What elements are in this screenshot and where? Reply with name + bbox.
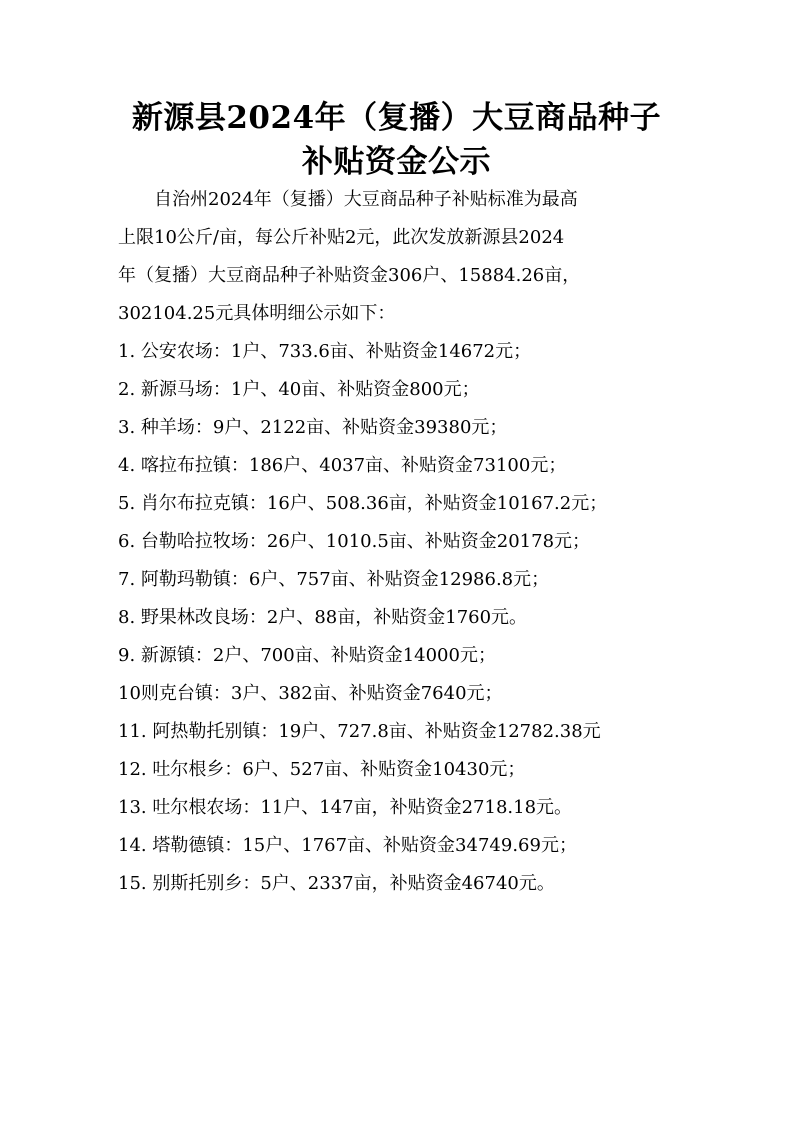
list-item: 14. 塔勒德镇：15户、1767亩、补贴资金34749.69元； — [118, 835, 577, 856]
list-item: 2. 新源马场：1户、40亩、补贴资金800元； — [118, 379, 480, 400]
intro-line: 上限10公斤/亩，每公斤补贴2元，此次发放新源县2024 — [118, 227, 565, 248]
list-item: 3. 种羊场：9户、2122亩、补贴资金39380元； — [118, 417, 508, 438]
list-item: 13. 吐尔根农场：11户、147亩，补贴资金2718.18元。 — [118, 797, 573, 818]
document-title-line-1: 新源县2024年（复播）大豆商品种子 — [131, 100, 662, 136]
list-item: 10则克台镇：3户、382亩、补贴资金7640元； — [118, 683, 503, 704]
list-item: 12. 吐尔根乡：6户、527亩、补贴资金10430元； — [118, 759, 526, 780]
list-item: 7. 阿勒玛勒镇：6户、757亩、补贴资金12986.8元； — [118, 569, 550, 590]
intro-paragraph — [118, 181, 678, 333]
subsidy-detail-list — [118, 333, 678, 903]
intro-line: 自治州2024年（复播）大豆商品种子补贴标准为最高 — [154, 189, 578, 210]
list-item: 1. 公安农场：1户、733.6亩、补贴资金14672元； — [118, 341, 532, 362]
list-item: 4. 喀拉布拉镇：186户、4037亩、补贴资金73100元； — [118, 455, 567, 476]
list-item: 8. 野果林改良场：2户、88亩，补贴资金1760元。 — [118, 607, 528, 628]
intro-line: 302104.25元具体明细公示如下： — [118, 303, 396, 324]
list-item: 9. 新源镇：2户、700亩、补贴资金14000元； — [118, 645, 496, 666]
list-item: 11. 阿热勒托别镇：19户、727.8亩、补贴资金12782.38元 — [118, 721, 601, 742]
list-item: 5. 肖尔布拉克镇：16户、508.36亩，补贴资金10167.2元； — [118, 493, 608, 514]
intro-line: 年（复播）大豆商品种子补贴资金306户、15884.26亩， — [118, 265, 581, 286]
document-title-line-2: 补贴资金公示 — [302, 144, 491, 180]
list-item: 6. 台勒哈拉牧场：26户、1010.5亩、补贴资金20178元； — [118, 531, 591, 552]
list-item: 15. 别斯托别乡：5户、2337亩，补贴资金46740元。 — [118, 873, 555, 894]
